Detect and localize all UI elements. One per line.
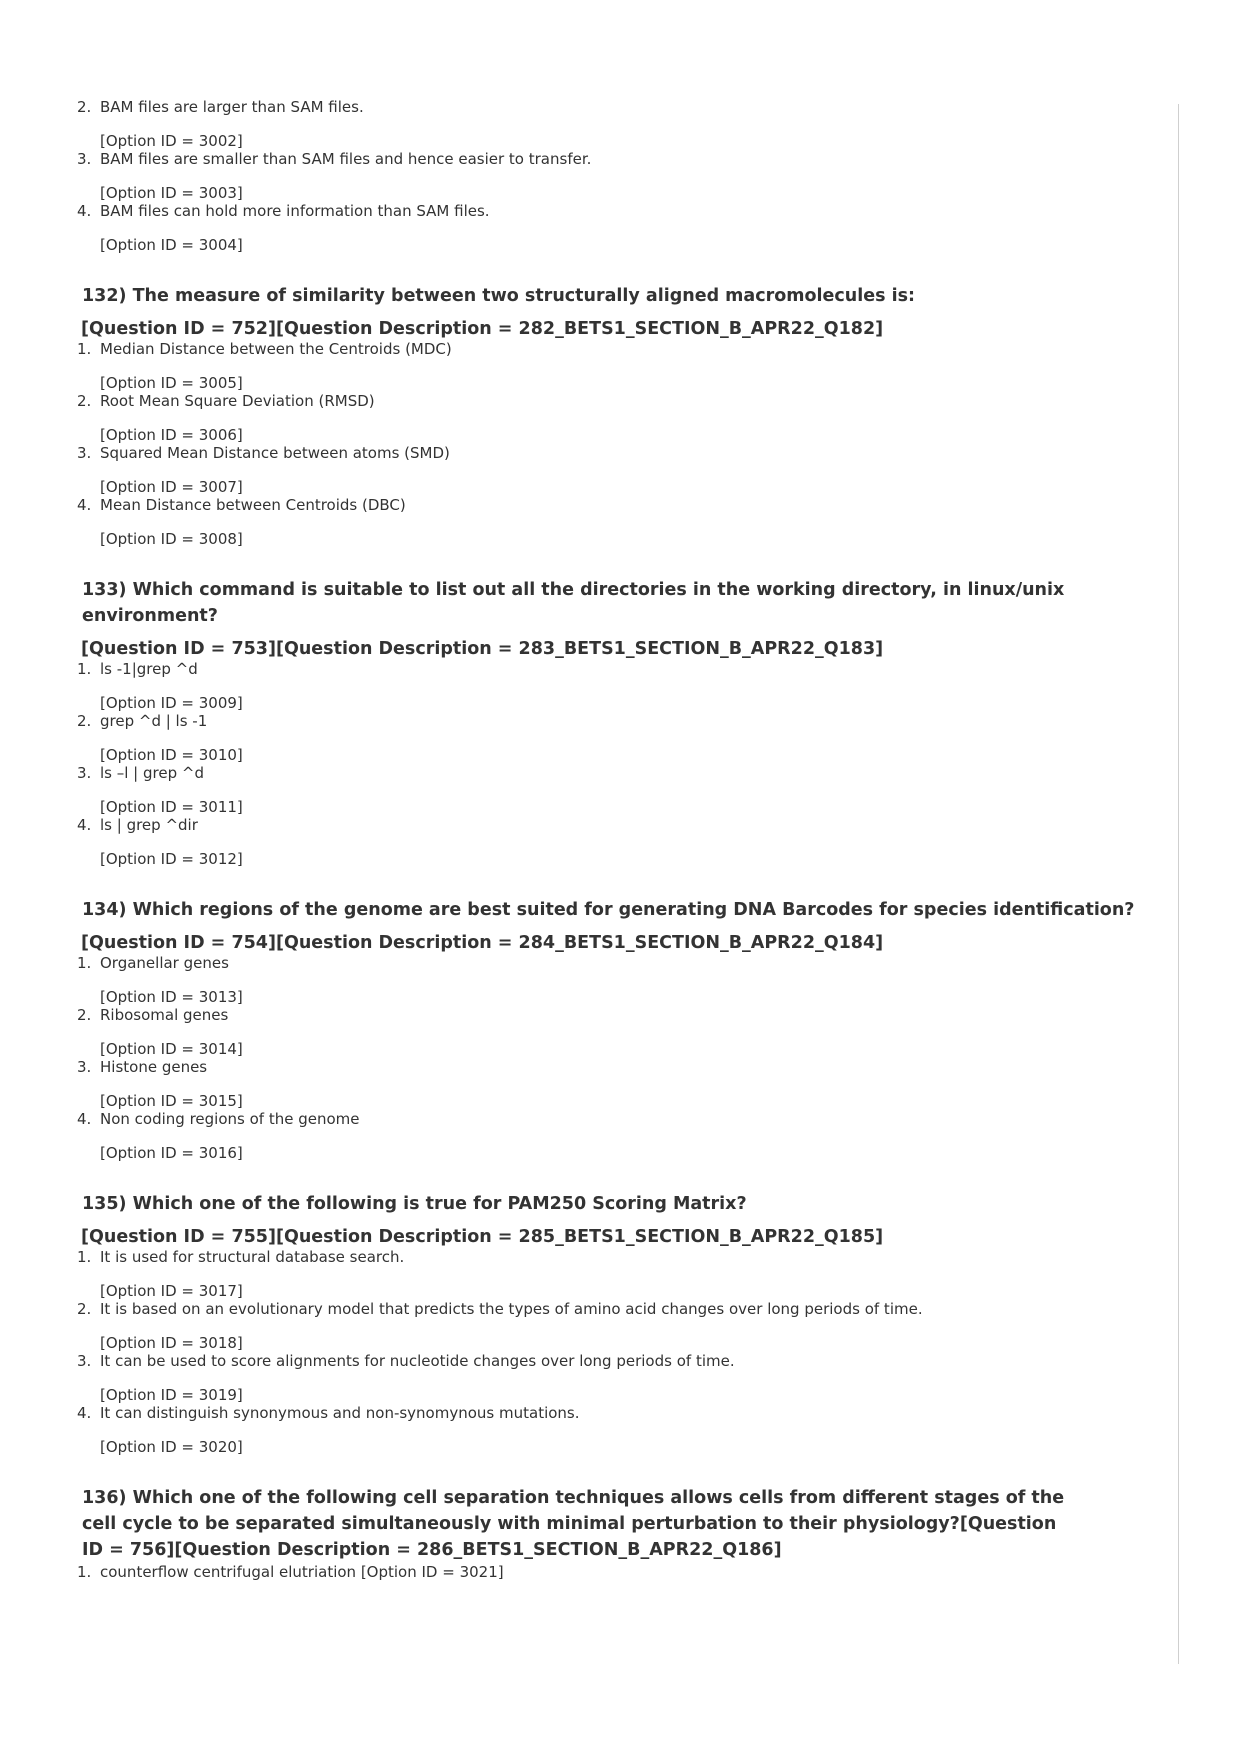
option-id: [Option ID = 3016] <box>100 1144 243 1162</box>
question-meta: [Question ID = 754][Question Description = 284_BETS1_SECTION_B_APR22_Q184] <box>81 933 884 953</box>
option-id: [Option ID = 3005] <box>100 374 243 392</box>
option-item <box>66 150 1166 202</box>
option-id: [Option ID = 3018] <box>100 1334 243 1352</box>
question-block <box>66 1485 1166 1581</box>
option-id: [Option ID = 3013] <box>100 988 243 1006</box>
question-meta: [Question ID = 752][Question Description = 282_BETS1_SECTION_B_APR22_Q182] <box>81 319 884 339</box>
option-text: Root Mean Square Deviation (RMSD) <box>100 392 375 410</box>
option-text: ls | grep ^dir <box>100 816 198 834</box>
option-text: BAM files are smaller than SAM files and hence easier to transfer. <box>100 150 592 168</box>
option-item <box>66 1404 1166 1456</box>
question-title: 135) Which one of the following is true for PAM250 Scoring Matrix? <box>82 1194 747 1214</box>
option-item <box>66 1563 1166 1581</box>
option-number: 3. <box>77 150 92 168</box>
option-id: [Option ID = 3006] <box>100 426 243 444</box>
option-item <box>66 98 1166 150</box>
question-meta: [Question ID = 753][Question Description = 283_BETS1_SECTION_B_APR22_Q183] <box>81 639 884 659</box>
option-item <box>66 1006 1166 1058</box>
page-border-line <box>1178 104 1179 1664</box>
option-id: [Option ID = 3015] <box>100 1092 243 1110</box>
option-id: [Option ID = 3002] <box>100 132 243 150</box>
option-text: Ribosomal genes <box>100 1006 229 1024</box>
question-title: 136) Which one of the following cell separation techniques allows cells from different stages of the cell cycle to be separated simultaneously with minimal perturbation to their physiology?[Question ID = 756][Question Description = 286_BETS1_SECTION_B_APR22_Q186] <box>82 1488 1065 1560</box>
option-item <box>66 1110 1166 1162</box>
option-id: [Option ID = 3009] <box>100 694 243 712</box>
option-item <box>66 1352 1166 1404</box>
question-block <box>66 1191 1166 1456</box>
option-item <box>66 1058 1166 1110</box>
option-item <box>66 712 1166 764</box>
option-id: [Option ID = 3019] <box>100 1386 243 1404</box>
option-number: 1. <box>77 660 92 678</box>
option-number: 1. <box>77 340 92 358</box>
option-number: 4. <box>77 1110 92 1128</box>
option-number: 4. <box>77 202 92 220</box>
option-number: 4. <box>77 496 92 514</box>
option-number: 3. <box>77 764 92 782</box>
option-item <box>66 1248 1166 1300</box>
option-item <box>66 1300 1166 1352</box>
option-id: [Option ID = 3003] <box>100 184 243 202</box>
option-item <box>66 496 1166 548</box>
option-text: Non coding regions of the genome <box>100 1110 360 1128</box>
question-meta: [Question ID = 755][Question Description = 285_BETS1_SECTION_B_APR22_Q185] <box>81 1227 884 1247</box>
option-number: 2. <box>77 98 92 116</box>
document-content <box>66 98 1166 1581</box>
continued-options <box>66 98 1166 254</box>
option-text: Organellar genes <box>100 954 229 972</box>
option-item <box>66 392 1166 444</box>
option-text: It can distinguish synonymous and non-synomynous mutations. <box>100 1404 580 1422</box>
option-id: [Option ID = 3014] <box>100 1040 243 1058</box>
option-text: It is based on an evolutionary model that predicts the types of amino acid changes over long periods of time. <box>100 1300 923 1318</box>
option-text: BAM files can hold more information than SAM files. <box>100 202 490 220</box>
option-text: grep ^d | ls -1 <box>100 712 208 730</box>
option-text: BAM files are larger than SAM files. <box>100 98 364 116</box>
option-item <box>66 816 1166 868</box>
question-title: 134) Which regions of the genome are best suited for generating DNA Barcodes for species identification? <box>82 900 1135 920</box>
option-id: [Option ID = 3017] <box>100 1282 243 1300</box>
option-number: 2. <box>77 392 92 410</box>
option-text: Median Distance between the Centroids (MDC) <box>100 340 452 358</box>
question-title: 132) The measure of similarity between two structurally aligned macromolecules is: <box>82 286 916 306</box>
option-text: Histone genes <box>100 1058 208 1076</box>
option-id: [Option ID = 3008] <box>100 530 243 548</box>
option-number: 1. <box>77 954 92 972</box>
option-number: 3. <box>77 1352 92 1370</box>
option-number: 3. <box>77 444 92 462</box>
question-block <box>66 283 1166 548</box>
option-number: 2. <box>77 1300 92 1318</box>
option-item <box>66 660 1166 712</box>
option-number: 4. <box>77 816 92 834</box>
option-item <box>66 954 1166 1006</box>
option-text: Mean Distance between Centroids (DBC) <box>100 496 406 514</box>
option-text: ls -1|grep ^d <box>100 660 198 678</box>
question-title: 133) Which command is suitable to list out all the directories in the working directory, in linux/unix environment? <box>82 580 1065 626</box>
option-id: [Option ID = 3020] <box>100 1438 243 1456</box>
option-id: [Option ID = 3011] <box>100 798 243 816</box>
option-number: 2. <box>77 1006 92 1024</box>
question-block <box>66 577 1166 868</box>
option-number: 1. <box>77 1248 92 1266</box>
option-text: It can be used to score alignments for nucleotide changes over long periods of time. <box>100 1352 735 1370</box>
option-text: ls –l | grep ^d <box>100 764 204 782</box>
option-item <box>66 340 1166 392</box>
option-text: Squared Mean Distance between atoms (SMD) <box>100 444 450 462</box>
option-item <box>66 764 1166 816</box>
option-number: 4. <box>77 1404 92 1422</box>
option-text: It is used for structural database search. <box>100 1248 405 1266</box>
option-id: [Option ID = 3012] <box>100 850 243 868</box>
option-text: counterflow centrifugal elutriation [Option ID = 3021] <box>100 1563 504 1581</box>
option-item <box>66 444 1166 496</box>
option-number: 2. <box>77 712 92 730</box>
option-item <box>66 202 1166 254</box>
option-id: [Option ID = 3004] <box>100 236 243 254</box>
option-id: [Option ID = 3007] <box>100 478 243 496</box>
option-number: 1. <box>77 1563 92 1581</box>
question-block <box>66 897 1166 1162</box>
option-id: [Option ID = 3010] <box>100 746 243 764</box>
option-number: 3. <box>77 1058 92 1076</box>
